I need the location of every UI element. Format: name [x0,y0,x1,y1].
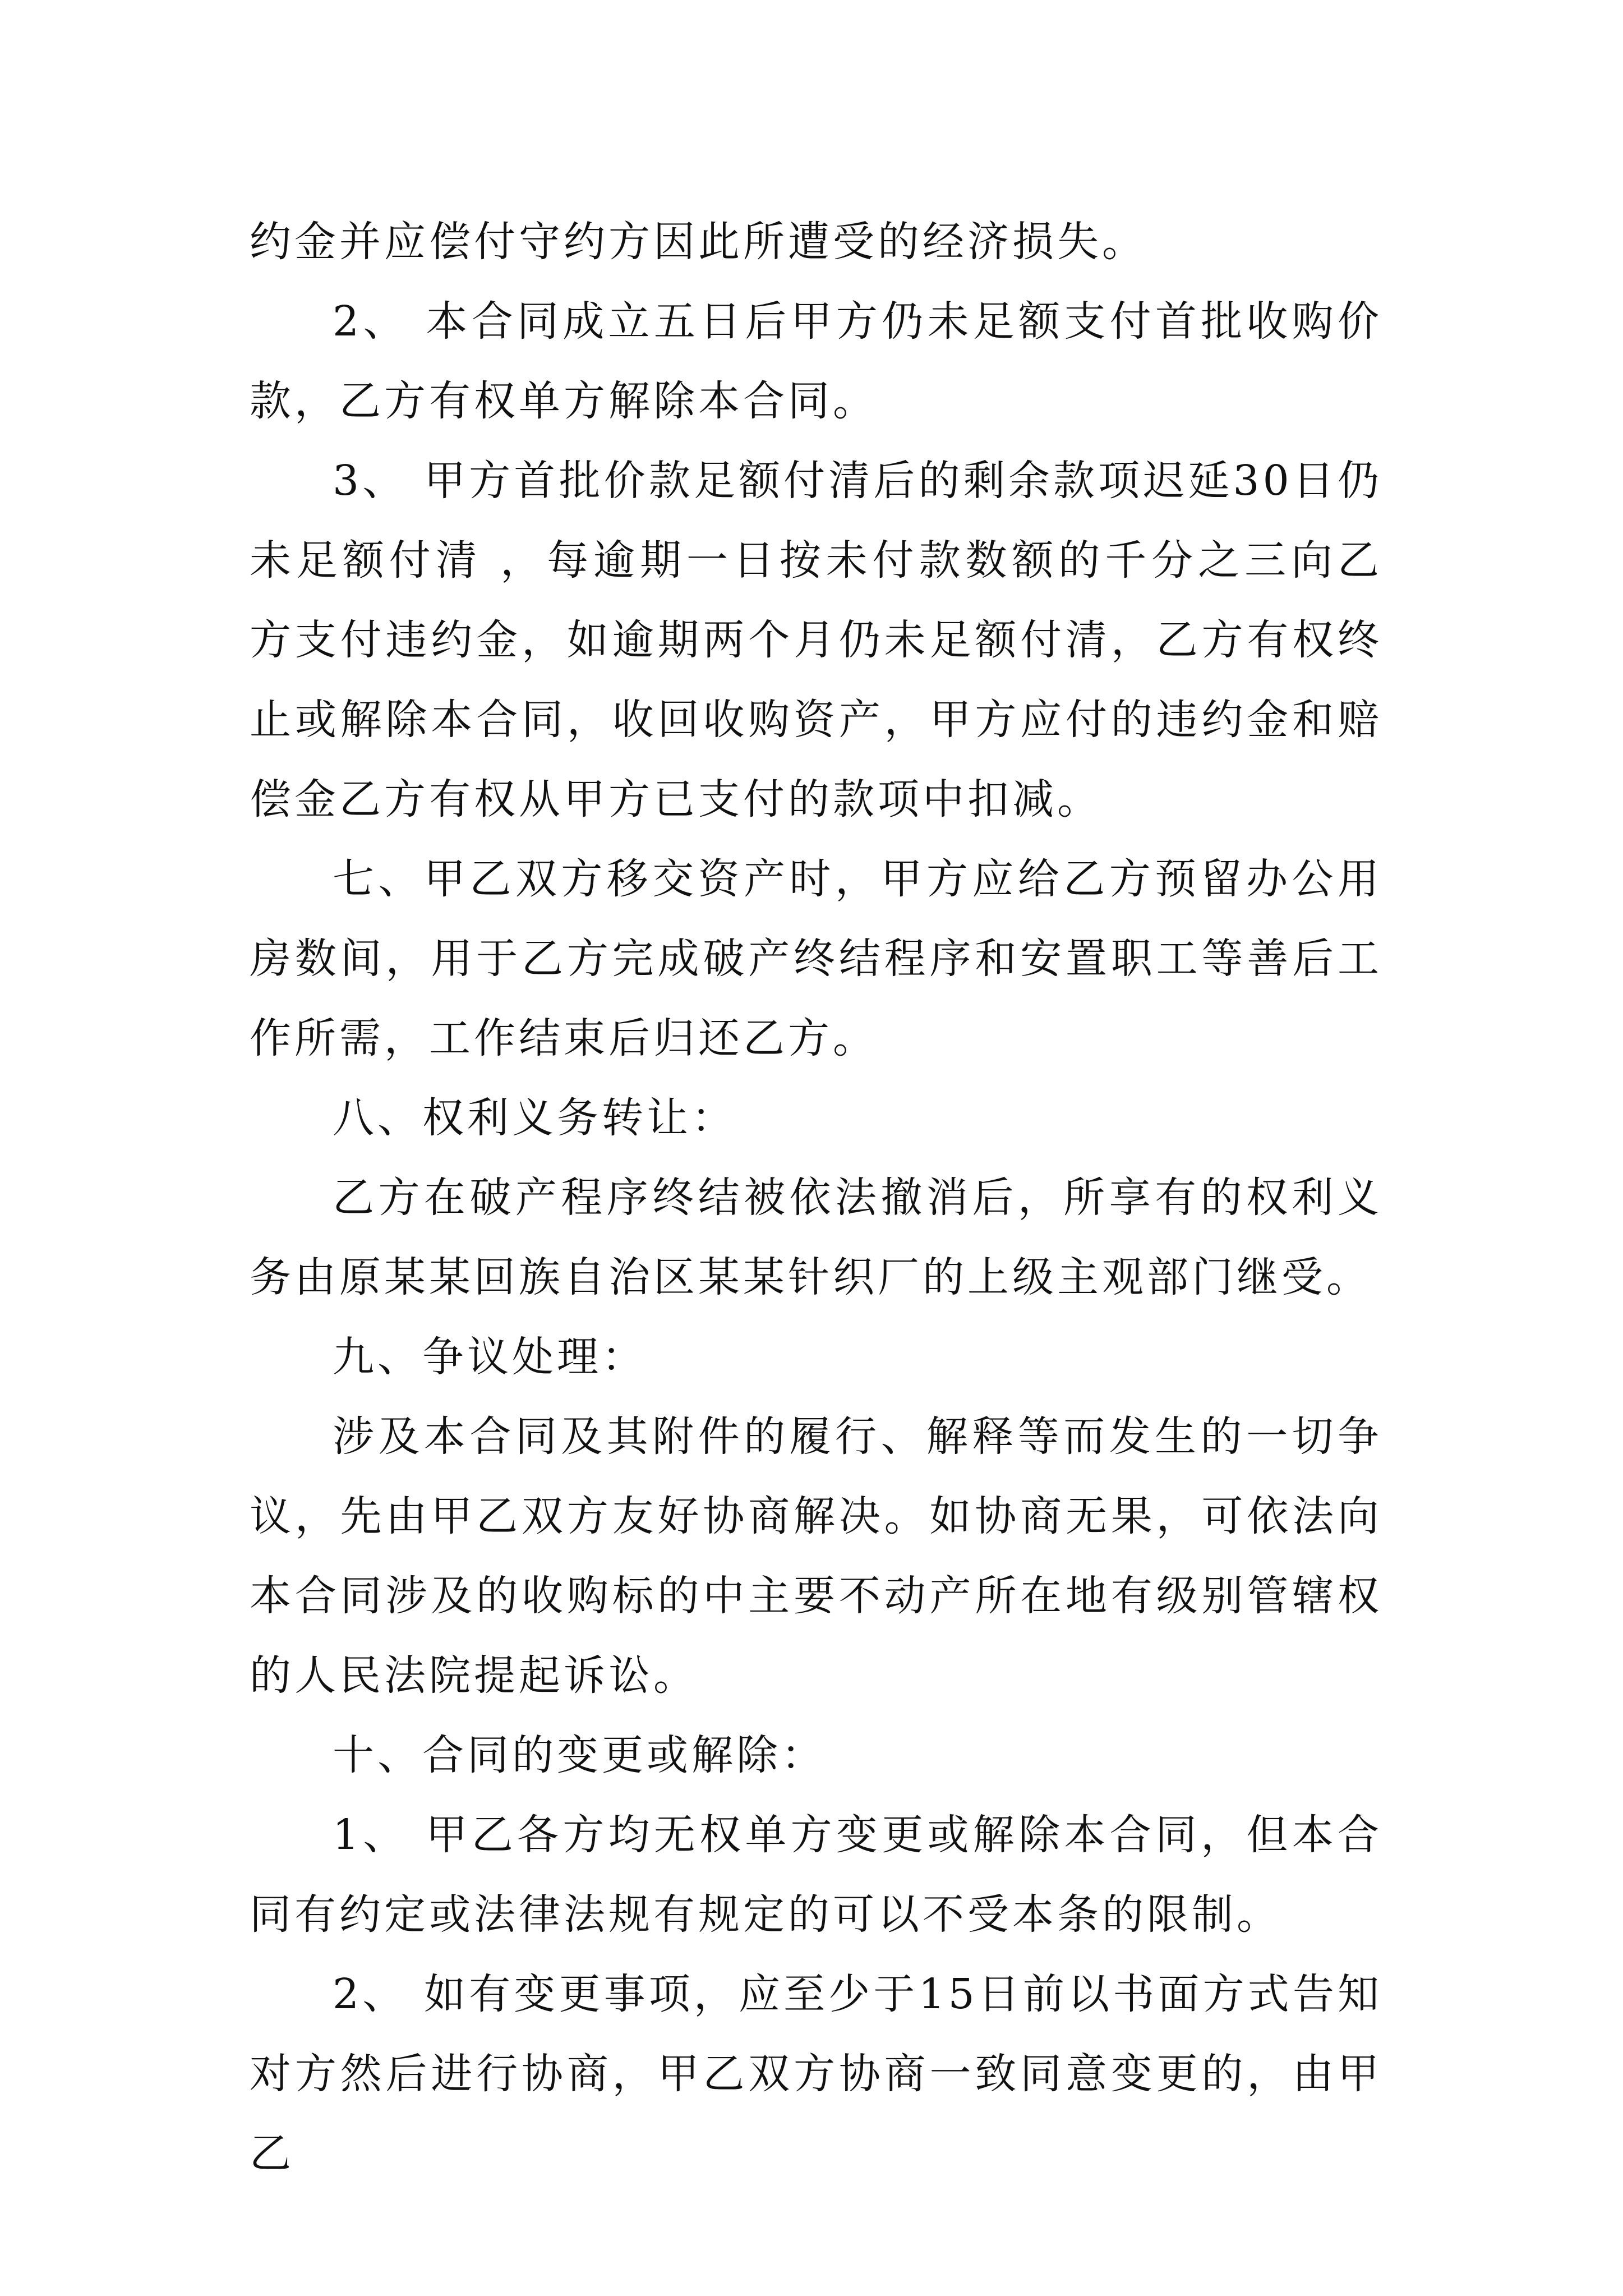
heading-section-8-rights-transfer: 八、权利义务转让： [333,1094,736,1142]
paragraph-section-10-clause-1: 1、 甲乙各方均无权单方变更或解除本合同，但本合同有约定或法律法规有规定的可以不受本条的限制。 [250,1811,1382,1939]
paragraph-clause-2-termination: 2、 本合同成立五日后甲方仍未足额支付首批收购价款，乙方有权单方解除本合同。 [250,297,1382,425]
heading-section-9-disputes: 九、争议处理： [333,1333,647,1381]
paragraph-section-7-office-space: 七、甲乙双方移交资产时，甲方应给乙方预留办公用房数间，用于乙方完成破产终结程序和安置职工等善后工作所需，工作结束后归还乙方。 [250,855,1382,1062]
paragraph-section-10-clause-2: 2、 如有变更事项，应至少于15日前以书面方式告知对方然后进行协商，甲乙双方协商一致同意变更的，由甲乙 [250,1970,1382,2178]
paragraph-damages-continuation: 约金并应偿付守约方因此所遭受的经济损失。 [250,218,1147,266]
document-body [250,202,1382,2193]
paragraph-clause-3-late-payment: 3、 甲方首批价款足额付清后的剩余款项迟延30日仍未足额付清 ，每逾期一日按未付款数额的千分之三向乙方支付违约金，如逾期两个月仍未足额付清，乙方有权终止或解除本合同，收回收购资产，甲方应付的违约金和赔偿金乙方有权从甲方已支付的款项中扣减。 [250,457,1382,823]
paragraph-section-9-body: 涉及本合同及其附件的履行、解释等而发生的一切争议，先由甲乙双方友好协商解决。如协商无果，可依法向本合同涉及的收购标的中主要不动产所在地有级别管辖权的人民法院提起诉讼。 [250,1412,1382,1700]
paragraph-section-8-body: 乙方在破产程序终结被依法撤消后，所享有的权利义务由原某某回族自治区某某针织厂的上级主观部门继受。 [250,1174,1382,1301]
heading-section-10-amendment: 十、合同的变更或解除： [333,1731,826,1779]
